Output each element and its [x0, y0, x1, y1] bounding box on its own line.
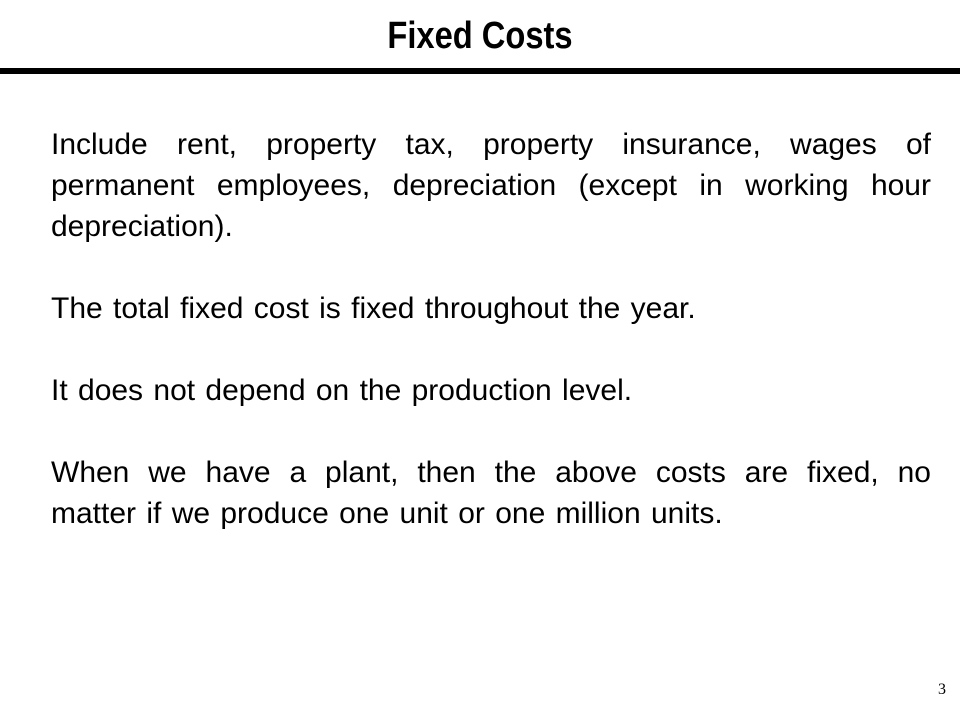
- slide-body: [51, 124, 931, 534]
- paragraph-fixed-throughout-year: The total fixed cost is fixed throughout the year.: [51, 292, 696, 325]
- title-divider: [0, 68, 960, 74]
- page-number: 3: [938, 681, 946, 698]
- paragraph-production-level: It does not depend on the production level.: [51, 374, 633, 407]
- paragraph-plant-costs: When we have a plant, then the above costs are fixed, no matter if we produce one unit or one million units.: [51, 456, 931, 530]
- slide-title: Fixed Costs: [387, 15, 573, 57]
- paragraph-fixed-cost-examples: Include rent, property tax, property insurance, wages of permanent employees, depreciation (except in working hour depreciation).: [51, 128, 931, 243]
